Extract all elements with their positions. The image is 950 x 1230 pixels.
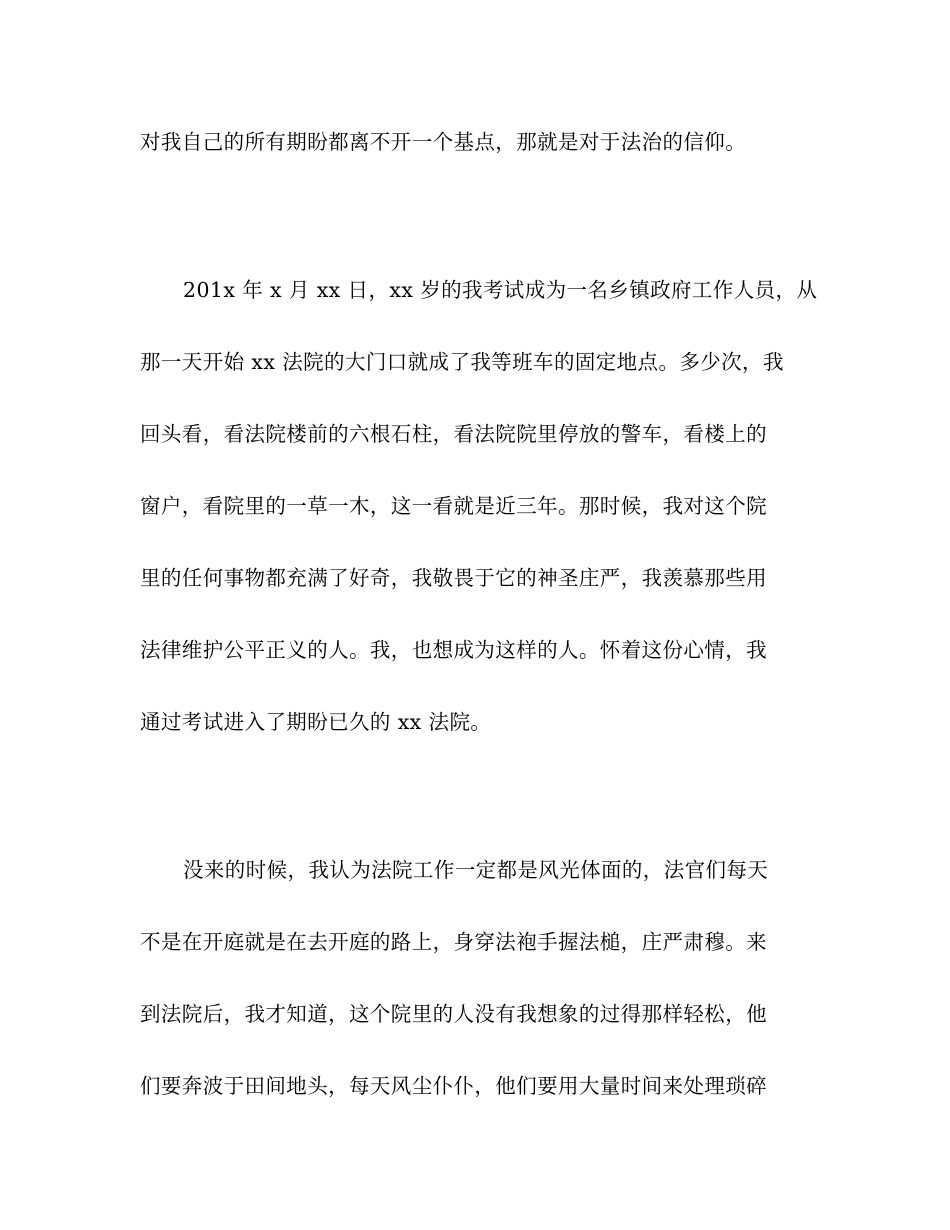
text-line: 通过考试进入了期盼已久的 xx 法院。 <box>140 710 492 734</box>
text-line: 不是在开庭就是在去开庭的路上，身穿法袍手握法槌，庄严肃穆。来 <box>140 930 767 954</box>
text-line: 们要奔波于田间地头，每天风尘仆仆，他们要用大量时间来处理琐碎 <box>140 1074 767 1098</box>
text-line: 法律维护公平正义的人。我，也想成为这样的人。怀着这份心情，我 <box>140 638 767 662</box>
text-line: 对我自己的所有期盼都离不开一个基点，那就是对于法治的信仰。 <box>140 130 747 154</box>
text-line: 那一天开始 xx 法院的大门口就成了我等班车的固定地点。多少次，我 <box>140 350 784 374</box>
text-line: 里的任何事物都充满了好奇，我敬畏于它的神圣庄严，我羡慕那些用 <box>140 566 767 590</box>
text-line: 窗户，看院里的一草一木，这一看就是近三年。那时候，我对这个院 <box>140 494 767 518</box>
text-line: 到法院后，我才知道，这个院里的人没有我想象的过得那样轻松，他 <box>140 1002 767 1026</box>
paragraph-first-line: 没来的时候，我认为法院工作一定都是风光体面的，法官们每天 <box>183 858 769 882</box>
text-line: 回头看，看法院楼前的六根石柱，看法院院里停放的警车，看楼上的 <box>140 422 767 446</box>
paragraph-first-line: 201x 年 x 月 xx 日，xx 岁的我考试成为一名乡镇政府工作人员，从 <box>183 278 818 302</box>
